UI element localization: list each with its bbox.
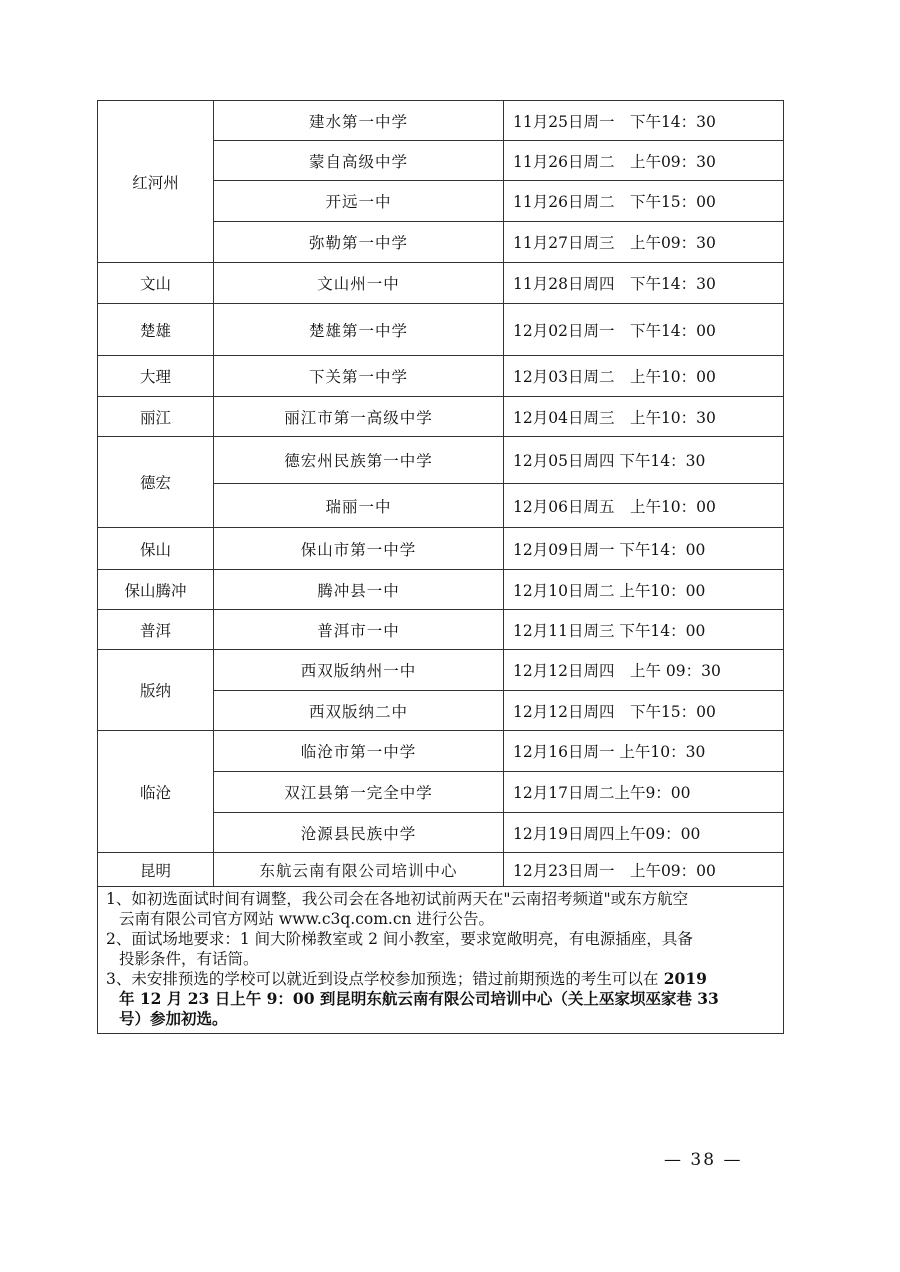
time-cell: 11月25日周一 下午14：30 xyxy=(504,101,784,141)
note-3 xyxy=(106,969,775,1029)
time-cell: 11月26日周二 上午09：30 xyxy=(504,141,784,181)
region-cell: 临沧 xyxy=(98,731,214,853)
school-cell: 弥勒第一中学 xyxy=(214,222,504,263)
schedule-row xyxy=(98,853,784,887)
note-3-ending: 号）参加初选。 xyxy=(119,1009,228,1028)
schedule-row xyxy=(98,528,784,570)
schedule-row xyxy=(98,731,784,772)
time-cell: 12月17日周二上午9：00 xyxy=(504,772,784,813)
school-cell: 保山市第一中学 xyxy=(214,528,504,570)
region-cell: 版纳 xyxy=(98,650,214,731)
schedule-body xyxy=(98,101,784,887)
school-cell: 沧源县民族中学 xyxy=(214,813,504,853)
school-cell: 蒙自高级中学 xyxy=(214,141,504,181)
time-cell: 12月23日周一 上午09：00 xyxy=(504,853,784,887)
school-cell: 瑞丽一中 xyxy=(214,484,504,528)
school-cell: 德宏州民族第一中学 xyxy=(214,437,504,484)
school-cell: 普洱市一中 xyxy=(214,610,504,650)
note-1-continuation: 云南有限公司官方网站 www.c3q.com.cn 进行公告。 xyxy=(119,910,494,928)
page-number: — 38 — xyxy=(664,1150,743,1170)
region-cell: 丽江 xyxy=(98,397,214,437)
time-cell: 12月06日周五 上午10：00 xyxy=(504,484,784,528)
schedule-row xyxy=(98,437,784,484)
school-cell: 双江县第一完全中学 xyxy=(214,772,504,813)
time-cell: 11月27日周三 上午09：30 xyxy=(504,222,784,263)
note-1-lead: 1、如初选面试时间有调整，我公司会在各地初试前两天在"云南招考频道"或东方航空 xyxy=(106,890,689,908)
time-cell: 12月12日周四 上午 09：30 xyxy=(504,650,784,691)
schedule-row xyxy=(98,101,784,141)
time-cell: 11月28日周四 下午14：30 xyxy=(504,263,784,304)
note-3-lead: 3、未安排预选的学校可以就近到设点学校参加预选；错过前期预选的考生可以在 xyxy=(106,970,659,988)
note-2 xyxy=(106,929,775,969)
region-cell: 昆明 xyxy=(98,853,214,887)
notes-row xyxy=(98,887,784,1034)
school-cell: 开远一中 xyxy=(214,181,504,222)
school-cell: 下关第一中学 xyxy=(214,356,504,397)
time-cell: 12月09日周一 下午14：00 xyxy=(504,528,784,570)
time-cell: 12月03日周二 上午10：00 xyxy=(504,356,784,397)
schedule-row xyxy=(98,397,784,437)
schedule-row xyxy=(98,263,784,304)
schedule-row xyxy=(98,570,784,610)
note-3-date-location: 年 12 月 23 日上午 9：00 到昆明东航云南有限公司培训中心（关上巫家坝巫家巷 33 xyxy=(119,989,719,1008)
region-cell: 普洱 xyxy=(98,610,214,650)
time-cell: 12月11日周三 下午14：00 xyxy=(504,610,784,650)
note-2-lead: 2、面试场地要求：1 间大阶梯教室或 2 间小教室，要求宽敞明亮，有电源插座，具备 xyxy=(106,930,693,948)
time-cell: 12月10日周二 上午10：00 xyxy=(504,570,784,610)
region-cell: 德宏 xyxy=(98,437,214,528)
region-cell: 楚雄 xyxy=(98,304,214,356)
school-cell: 腾冲县一中 xyxy=(214,570,504,610)
schedule-row xyxy=(98,610,784,650)
time-cell: 11月26日周二 下午15：00 xyxy=(504,181,784,222)
note-3-year: 2019 xyxy=(658,969,707,988)
school-cell: 西双版纳二中 xyxy=(214,691,504,731)
school-cell: 丽江市第一高级中学 xyxy=(214,397,504,437)
school-cell: 西双版纳州一中 xyxy=(214,650,504,691)
schedule-table xyxy=(97,100,784,1034)
time-cell: 12月05日周四 下午14：30 xyxy=(504,437,784,484)
time-cell: 12月02日周一 下午14：00 xyxy=(504,304,784,356)
time-cell: 12月16日周一 上午10：30 xyxy=(504,731,784,772)
school-cell: 临沧市第一中学 xyxy=(214,731,504,772)
region-cell: 保山 xyxy=(98,528,214,570)
schedule-row xyxy=(98,304,784,356)
region-cell: 大理 xyxy=(98,356,214,397)
note-2-continuation: 投影条件，有话筒。 xyxy=(119,950,259,968)
region-cell: 文山 xyxy=(98,263,214,304)
notes-cell xyxy=(98,887,784,1034)
time-cell: 12月19日周四上午09：00 xyxy=(504,813,784,853)
region-cell: 保山腾冲 xyxy=(98,570,214,610)
region-cell: 红河州 xyxy=(98,101,214,263)
time-cell: 12月04日周三 上午10：30 xyxy=(504,397,784,437)
schedule-row xyxy=(98,650,784,691)
time-cell: 12月12日周四 下午15：00 xyxy=(504,691,784,731)
schedule-row xyxy=(98,356,784,397)
note-1 xyxy=(106,889,775,929)
school-cell: 楚雄第一中学 xyxy=(214,304,504,356)
school-cell: 文山州一中 xyxy=(214,263,504,304)
school-cell: 建水第一中学 xyxy=(214,101,504,141)
school-cell: 东航云南有限公司培训中心 xyxy=(214,853,504,887)
